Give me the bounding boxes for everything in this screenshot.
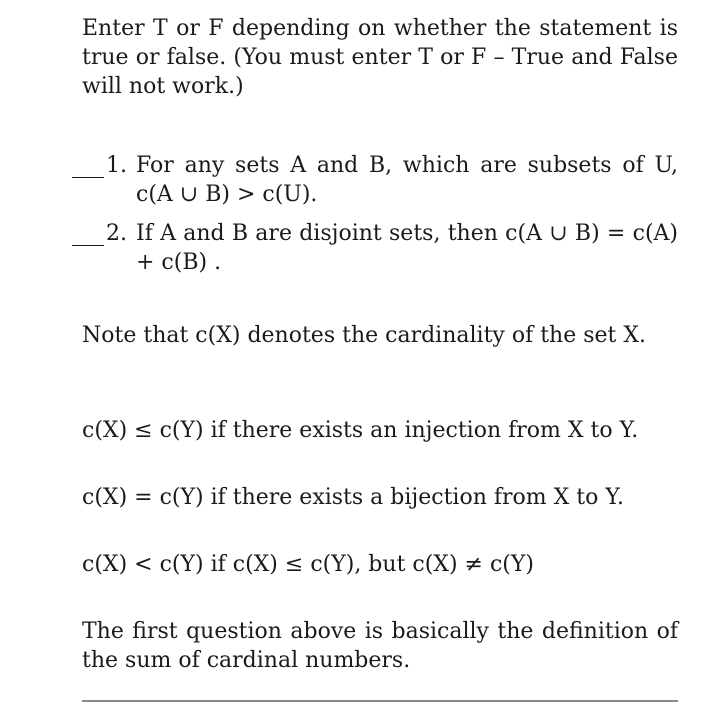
cardinality-note: Note that c(X) denotes the cardinality of the set X. — [82, 323, 647, 348]
answer-blank-2[interactable] — [72, 245, 104, 246]
question-number: 2. — [106, 221, 127, 246]
closing-remark: The first question above is basically the definition of the sum of cardinal numbers. — [82, 619, 678, 673]
bottom-divider — [82, 700, 678, 702]
question-text: For any sets A and B, which are subsets of U, c(A ∪ B) > c(U). — [136, 153, 678, 207]
instructions: Enter T or F depending on whether the statement is true or false. (You must enter T or F – True and False will not work.) — [82, 16, 678, 99]
rule-strict-less: c(X) < c(Y) if c(X) ≤ c(Y), but c(X) ≠ c(Y) — [82, 552, 534, 577]
question-1 — [82, 151, 678, 209]
problem-content — [82, 14, 678, 675]
question-number: 1. — [106, 153, 127, 178]
question-list — [82, 151, 678, 277]
rule-bijection: c(X) = c(Y) if there exists a bijection from X to Y. — [82, 485, 625, 510]
question-text: If A and B are disjoint sets, then c(A ∪ B) = c(A) + c(B) . — [136, 221, 678, 275]
question-2 — [82, 219, 678, 277]
answer-blank-1[interactable] — [72, 177, 104, 178]
rule-injection: c(X) ≤ c(Y) if there exists an injection from X to Y. — [82, 418, 639, 443]
